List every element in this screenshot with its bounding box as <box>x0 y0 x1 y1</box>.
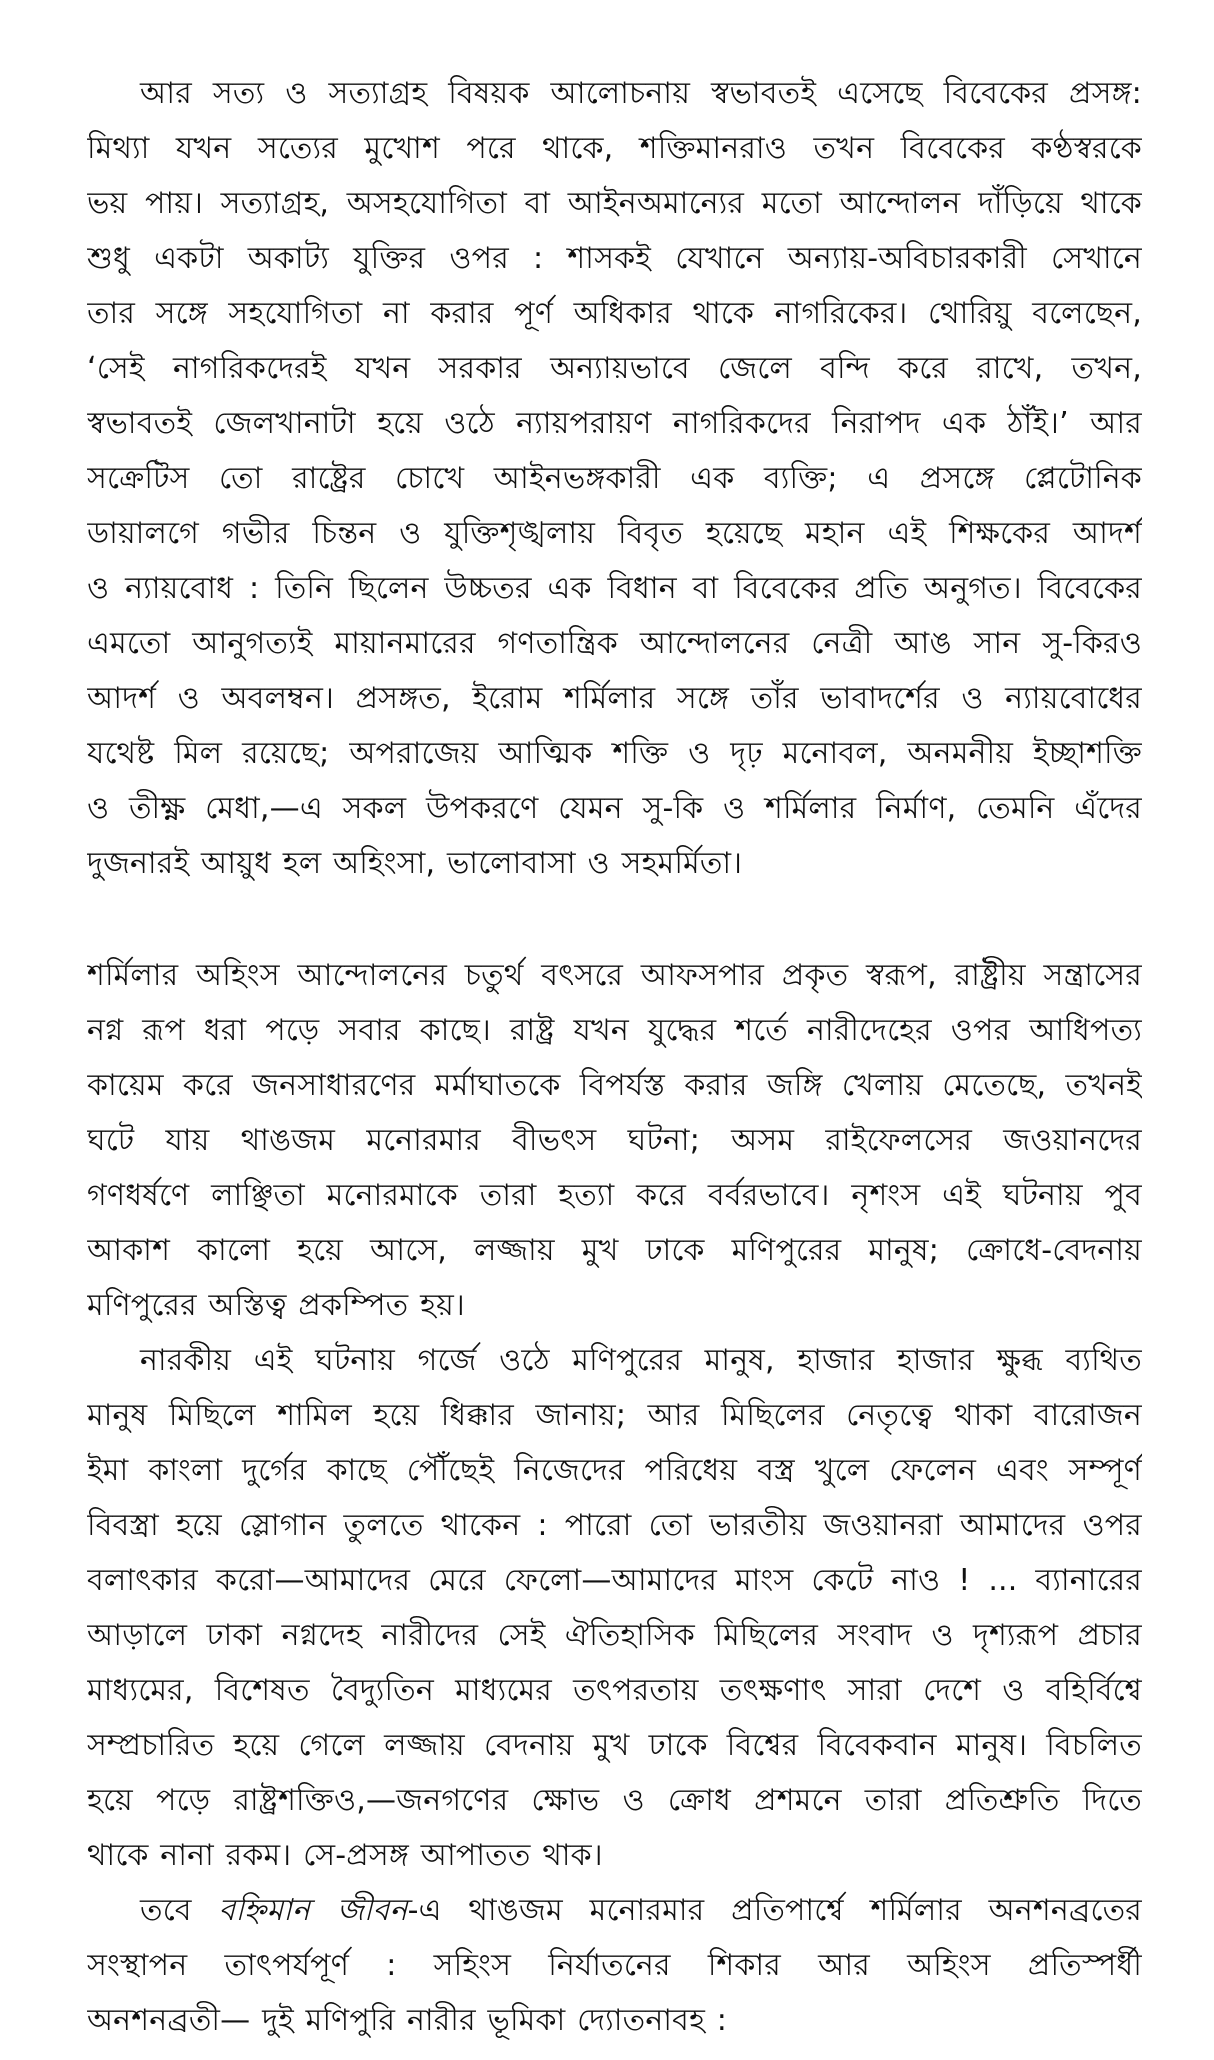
text-line: মিথ্যা যখন সত্যের মুখোশ পরে থাকে, শক্তিমানরাও তখন বিবেকের কণ্ঠস্বরকে <box>87 131 1142 166</box>
text-line: ও তীক্ষ্ণ মেধা,—এ সকল উপকরণে যেমন সু-কি ও শর্মিলার নির্মাণ, তেমনি এঁদের <box>87 791 1142 826</box>
text-line: স্বভাবতই জেলখানাটা হয়ে ওঠে ন্যায়পরায়ণ নাগরিকদের নিরাপদ এক ঠাঁই।’ আর <box>87 406 1142 441</box>
text-line: বিবস্ত্রা হয়ে স্লোগান তুলতে থাকেন : পারো তো ভারতীয় জওয়ানরা আমাদের ওপর <box>87 1508 1142 1543</box>
text-line: আদর্শ ও অবলম্বন। প্রসঙ্গত, ইরোম শর্মিলার সঙ্গে তাঁর ভাবাদর্শের ও ন্যায়বোধের <box>87 681 1142 716</box>
text-line: হয়ে পড়ে রাষ্ট্রশক্তিও,—জনগণের ক্ষোভ ও ক্রোধ প্রশমনে তারা প্রতিশ্রুতি দিতে <box>87 1783 1142 1818</box>
text-line: সক্রেটিস তো রাষ্ট্রের চোখে আইনভঙ্গকারী এক ব্যক্তি; এ প্রসঙ্গে প্লেটোনিক <box>87 461 1142 496</box>
text-line: সম্প্রচারিত হয়ে গেলে লজ্জায় বেদনায় মুখ ঢাকে বিশ্বের বিবেকবান মানুষ। বিচলিত <box>87 1728 1142 1763</box>
text-line: মাধ্যমের, বিশেষত বৈদ্যুতিন মাধ্যমের তৎপরতায় তৎক্ষণাৎ সারা দেশে ও বহির্বিশ্বে <box>87 1673 1142 1708</box>
text-line: অনশনব্রতী— দুই মণিপুরি নারীর ভূমিকা দ্যোতনাবহ : <box>87 2003 728 2038</box>
text-fragment: -এ থাঙজম মনোরমার প্রতিপার্শ্বে শর্মিলার অনশনব্রতের <box>407 1893 1142 1928</box>
text-line: নগ্ন রূপ ধরা পড়ে সবার কাছে। রাষ্ট্র যখন যুদ্ধের শর্তে নারীদেহের ওপর আধিপত্য <box>87 1013 1142 1048</box>
paragraph-protest <box>87 1333 1142 1883</box>
text-line: আর সত্য ও সত্যাগ্রহ বিষয়ক আলোচনায় স্বভাবতই এসেছে বিবেকের প্রসঙ্গ: <box>140 76 1142 111</box>
text-line: আকাশ কালো হয়ে আসে, লজ্জায় মুখ ঢাকে মণিপুরের মানুষ; ক্রোধে-বেদনায় <box>87 1233 1142 1268</box>
book-page <box>87 66 1142 2048</box>
text-line: তার সঙ্গে সহযোগিতা না করার পূর্ণ অধিকার থাকে নাগরিকের। থোরিয়ু বলেছেন, <box>87 296 1142 331</box>
text-line: ‘সেই নাগরিকদেরই যখন সরকার অন্যায়ভাবে জেলে বন্দি করে রাখে, তখন, <box>87 351 1142 386</box>
text-line: ডায়ালগে গভীর চিন্তন ও যুক্তিশৃঙ্খলায় বিবৃত হয়েছে মহান এই শিক্ষকের আদর্শ <box>87 516 1142 551</box>
text-fragment: তবে <box>140 1893 219 1928</box>
paragraph-afspa <box>87 948 1142 1333</box>
book-title-italic: বহ্নিমান জীবন <box>218 1893 408 1928</box>
paragraph-comparison <box>87 1883 1142 2048</box>
paragraph-conscience <box>87 66 1142 891</box>
text-line: এমতো আনুগত্যই মায়ানমারের গণতান্ত্রিক আন্দোলনের নেত্রী আঙ সান সু-কিরও <box>87 626 1142 661</box>
text-line: ভয় পায়। সত্যাগ্রহ, অসহযোগিতা বা আইনঅমান্যের মতো আন্দোলন দাঁড়িয়ে থাকে <box>87 186 1142 221</box>
text-line: মণিপুরের অস্তিত্ব প্রকম্পিত হয়। <box>87 1288 465 1323</box>
text-line: বলাৎকার করো—আমাদের মেরে ফেলো—আমাদের মাংস কেটে নাও ! ... ব্যানারের <box>87 1563 1142 1598</box>
text-line: শর্মিলার অহিংস আন্দোলনের চতুর্থ বৎসরে আফসপার প্রকৃত স্বরূপ, রাষ্ট্রীয় সন্ত্রাসের <box>87 958 1142 993</box>
text-line: ঘটে যায় থাঙজম মনোরমার বীভৎস ঘটনা; অসম রাইফেলসের জওয়ানদের <box>87 1123 1142 1158</box>
text-line <box>87 1883 1142 1938</box>
text-line: আড়ালে ঢাকা নগ্নদেহ নারীদের সেই ঐতিহাসিক মিছিলের সংবাদ ও দৃশ্যরূপ প্রচার <box>87 1618 1142 1653</box>
text-line: কায়েম করে জনসাধারণের মর্মাঘাতকে বিপর্যস্ত করার জঙ্গি খেলায় মেতেছে, তখনই <box>87 1068 1142 1103</box>
text-line: ইমা কাংলা দুর্গের কাছে পৌঁছেই নিজেদের পরিধেয় বস্ত্র খুলে ফেলেন এবং সম্পূর্ণ <box>87 1453 1142 1488</box>
text-line: গণধর্ষণে লাঞ্ছিতা মনোরমাকে তারা হত্যা করে বর্বরভাবে। নৃশংস এই ঘটনায় পুব <box>87 1178 1142 1213</box>
text-line: ও ন্যায়বোধ : তিনি ছিলেন উচ্চতর এক বিধান বা বিবেকের প্রতি অনুগত। বিবেকের <box>87 571 1142 606</box>
text-line: দুজনারই আয়ুধ হল অহিংসা, ভালোবাসা ও সহমর্মিতা। <box>87 846 743 881</box>
text-line: যথেষ্ট মিল রয়েছে; অপরাজেয় আত্মিক শক্তি ও দৃঢ় মনোবল, অনমনীয় ইচ্ছাশক্তি <box>87 736 1142 771</box>
text-line: শুধু একটা অকাট্য যুক্তির ওপর : শাসকই যেখানে অন্যায়-অবিচারকারী সেখানে <box>87 241 1142 276</box>
text-line: থাকে নানা রকম। সে-প্রসঙ্গ আপাতত থাক। <box>87 1838 603 1873</box>
text-line: নারকীয় এই ঘটনায় গর্জে ওঠে মণিপুরের মানুষ, হাজার হাজার ক্ষুব্ধ ব্যথিত <box>140 1343 1142 1378</box>
text-line: মানুষ মিছিলে শামিল হয়ে ধিক্কার জানায়; আর মিছিলের নেতৃত্বে থাকা বারোজন <box>87 1398 1142 1433</box>
text-line: সংস্থাপন তাৎপর্যপূর্ণ : সহিংস নির্যাতনের শিকার আর অহিংস প্রতিস্পর্ধী <box>87 1948 1142 1983</box>
